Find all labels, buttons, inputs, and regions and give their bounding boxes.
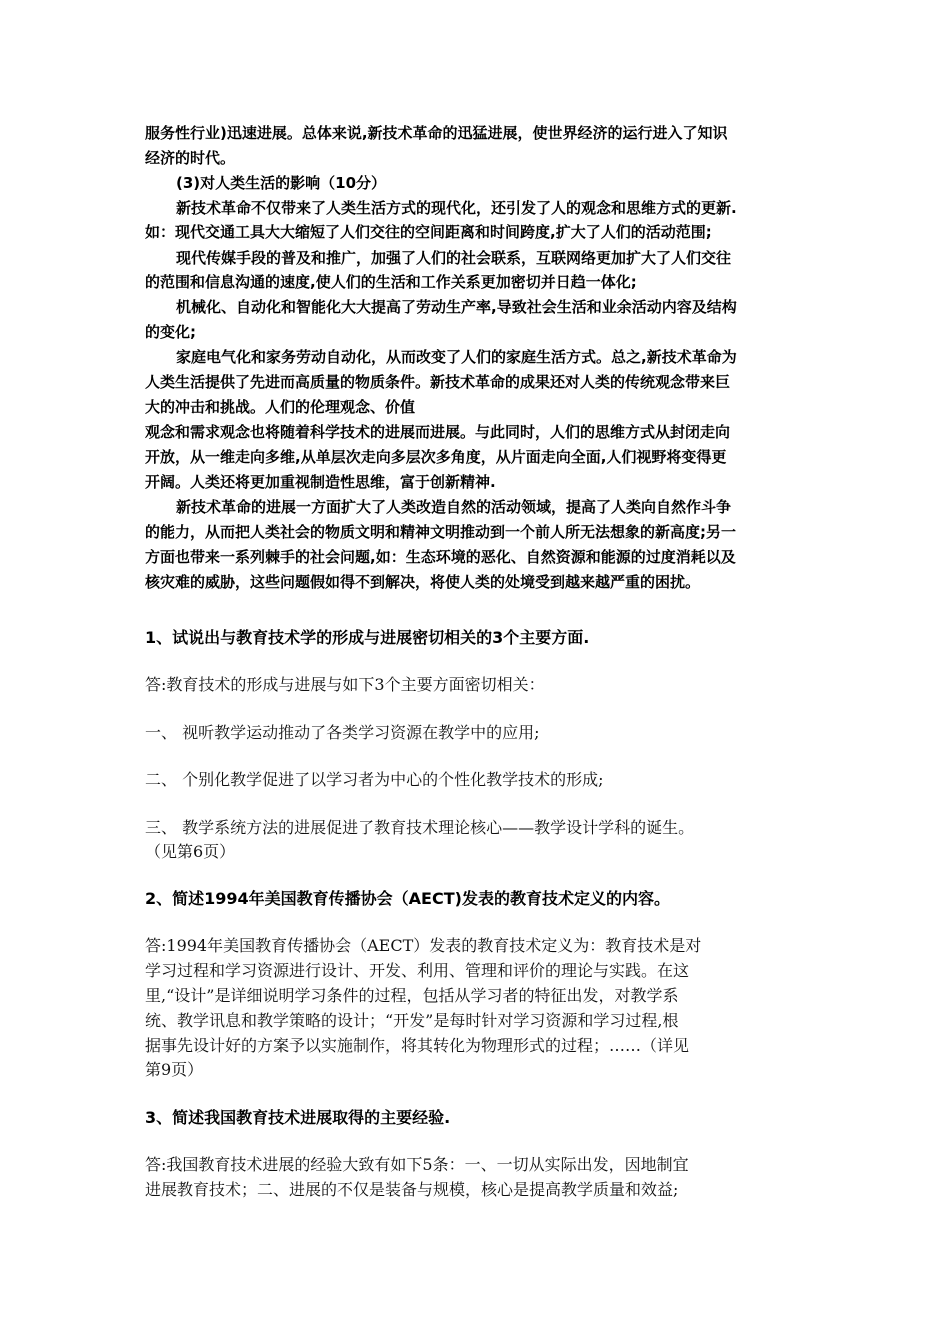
question-heading: 2、简述1994年美国教育传播协会（AECT)发表的教育技术定义的内容。 — [145, 889, 670, 908]
list-item: 一、 视听教学运动推动了各类学习资源在教学中的应用; — [145, 723, 540, 742]
body-line: 如：现代交通工具大大缩短了人们交往的空间距离和时间跨度,扩大了人们的活动范围; — [145, 223, 712, 241]
body-line: 新技术革命的进展一方面扩大了人类改造自然的活动领域，提高了人类向自然作斗争 — [176, 498, 732, 516]
body-line: 人类生活提供了先进而高质量的物质条件。新技术革命的成果还对人类的传统观念带来巨 — [145, 373, 731, 391]
body-line: 方面也带来一系列棘手的社会问题,如：生态环境的恶化、自然资源和能源的过度消耗以及 — [145, 548, 736, 566]
body-line: 的变化; — [145, 323, 196, 341]
answer-line: 据事先设计好的方案予以实施制作，将其转化为物理形式的过程；……（详见 — [145, 1036, 690, 1055]
answer-line: 统、教学讯息和教学策略的设计；“开发”是每时针对学习资源和学习过程,根 — [145, 1011, 679, 1030]
answer-line: 第9页） — [145, 1060, 204, 1079]
body-line: 现代传媒手段的普及和推广，加强了人们的社会联系，互联网络更加扩大了人们交往 — [176, 249, 732, 267]
page-reference: （见第6页） — [145, 842, 236, 861]
body-line: 大的冲击和挑战。人们的伦理观念、价值 — [145, 398, 416, 416]
body-line: 的范围和信息沟通的速度,使人们的生活和工作关系更加密切并日趋一体化; — [145, 273, 637, 291]
question-heading: 1、试说出与教育技术学的形成与进展密切相关的3个主要方面. — [145, 628, 590, 647]
list-item: 三、 教学系统方法的进展促进了教育技术理论核心——教学设计学科的诞生。 — [145, 818, 695, 837]
answer-line: 进展教育技术；二、进展的不仅是装备与规模，核心是提高教学质量和效益; — [145, 1180, 679, 1199]
body-line: 家庭电气化和家务劳动自动化，从而改变了人们的家庭生活方式。总之,新技术革命为 — [176, 348, 737, 366]
body-line: 核灾难的威胁，这些问题假如得不到解决，将使人类的处境受到越来越严重的困扰。 — [145, 573, 701, 591]
body-line: 经济的时代。 — [145, 149, 236, 167]
answer-line: 答:教育技术的形成与进展与如下3个主要方面密切相关： — [145, 675, 545, 694]
body-line: 机械化、自动化和智能化大大提高了劳动生产率,导致社会生活和业余活动内容及结构 — [176, 298, 737, 316]
body-line: 服务性行业)迅速进展。总体来说,新技术革命的迅猛进展，使世界经济的运行进入了知识 — [145, 124, 728, 142]
answer-line: 里,“设计”是详细说明学习条件的过程，包括从学习者的特征出发，对教学系 — [145, 986, 679, 1005]
list-item: 二、 个别化教学促进了以学习者为中心的个性化教学技术的形成; — [145, 770, 604, 789]
body-line: 的能力，从而把人类社会的物质文明和精神文明推动到一个前人所无法想象的新高度;另一 — [145, 523, 737, 541]
answer-line: 答:1994年美国教育传播协会（AECT）发表的教育技术定义为：教育技术是对 — [145, 936, 702, 955]
answer-line: 学习过程和学习资源进行设计、开发、利用、管理和评价的理论与实践。在这 — [145, 961, 690, 980]
question-heading: 3、简述我国教育技术进展取得的主要经验. — [145, 1108, 451, 1127]
answer-line: 答:我国教育技术进展的经验大致有如下5条：一、一切从实际出发，因地制宜 — [145, 1155, 689, 1174]
body-line: 观念和需求观念也将随着科学技术的进展而进展。与此同时，人们的思维方式从封闭走向 — [145, 423, 731, 441]
body-line: 开阔。人类还将更加重视制造性思维，富于创新精神. — [145, 473, 496, 491]
subsection-heading: (3)对人类生活的影响（10分） — [176, 174, 387, 192]
body-line: 开放，从一维走向多维,从单层次走向多层次多角度，从片面走向全面,人们视野将变得更 — [145, 448, 727, 466]
body-line: 新技术革命不仅带来了人类生活方式的现代化，还引发了人的观念和思维方式的更新. — [176, 199, 737, 217]
